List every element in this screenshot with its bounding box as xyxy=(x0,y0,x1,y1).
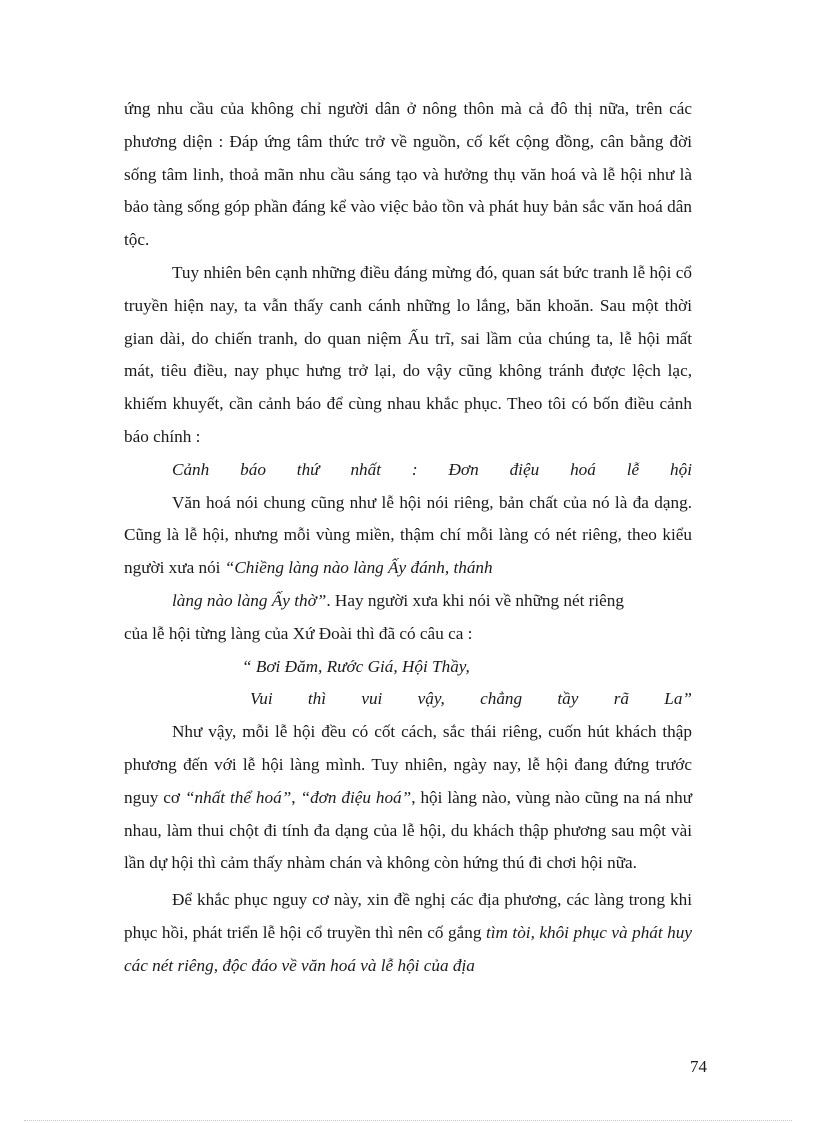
paragraph-5 xyxy=(124,884,692,982)
paragraph-5-text-a: Để khắc phục nguy cơ này, xin đề nghị các địa phương, các làng trong khi phục hồi, phát triển lễ hội cổ truyền thì nên cố gắng xyxy=(124,890,692,942)
proverb-quote-b: làng nào làng Ấy thờ” xyxy=(172,590,327,610)
paragraph-3-continued xyxy=(124,585,692,618)
paragraph-3-text-b: . Hay người xưa khi nói về những nét riêng xyxy=(326,590,624,610)
paragraph-2-text: Tuy nhiên bên cạnh những điều đáng mừng đó, quan sát bức tranh lễ hội cổ truyền hiện nay, ta vẫn thấy canh cánh những lo lắng, băn khoăn. Sau một thời gian dài, do chiến tranh, do quan niệm Ấu trĩ, sai lầm của chúng ta, lễ hội mất mát, tiêu điều, nay phục hưng trở lại, do vậy cũng không tránh được lệch lạc, khiếm khuyết, cần cảnh báo để cùng nhau khắc phục. Theo tôi có bốn điều cảnh báo chính : xyxy=(124,262,692,446)
paragraph-4-text-b: , hội làng nào, vùng nào cũng na ná như nhau, làm thui chột đi tính đa dạng của lễ hội, du khách thập phương sau một vài lần dự hội thì cảm thấy nhàm chán và không còn hứng thú đi chơi hội nữa. xyxy=(124,787,693,873)
paragraph-3-text-a: Văn hoá nói chung cũng như lễ hội nói riêng, bản chất của nó là đa dạng. Cũng là lễ hội, nhưng mỗi vùng miền, thậm chí mỗi làng có nét riêng, theo kiểu người xưa nói xyxy=(124,492,692,578)
paragraph-2 xyxy=(124,257,692,454)
poem-line-1: “ Bơi Đăm, Rước Giá, Hội Thầy, xyxy=(242,656,470,676)
page-number: 74 xyxy=(690,1057,707,1076)
paragraph-1-text: ứng nhu cầu của không chỉ người dân ở nông thôn mà cả đô thị nữa, trên các phương diện : Đáp ứng tâm thức trở về nguồn, cố kết cộng đồng, cân bằng đời sống tâm linh, thoả mãn nhu cầu sáng tạo và hưởng thụ văn hoá và lễ hội như là bảo tàng sống góp phần đáng kể vào việc bảo tồn và phát huy bản sắc văn hoá dân tộc. xyxy=(124,99,692,250)
paragraph-4-text-a: Như vậy, mỗi lễ hội đều có cốt cách, sắc thái riêng, cuốn hút khách thập phương đến với lễ hội làng mình. Tuy nhiên, ngày nay, lễ hội đang đứng trước nguy cơ xyxy=(124,722,692,807)
paragraph-4 xyxy=(124,716,692,880)
paragraph-3-text-c: của lễ hội từng làng của Xứ Đoài thì đã có câu ca : xyxy=(124,623,473,643)
quote-nhat-the-hoa: “nhất thể hoá” xyxy=(184,787,292,807)
paragraph-5-italic: tìm tòi, khôi phục và phát huy các nét riêng, độc đáo về văn hoá và lễ hội của địa xyxy=(124,922,692,975)
paragraph-1 xyxy=(124,93,692,257)
quote-don-dieu-hoa: “đơn điệu hoá” xyxy=(300,787,412,807)
poem-line-2: Vui thì vui vậy, chẳng tầy rã La” xyxy=(250,689,692,709)
footer-divider xyxy=(24,1120,792,1121)
document-body xyxy=(124,93,692,983)
paragraph-4-sep: , xyxy=(291,787,296,807)
section-heading: Cảnh báo thứ nhất : Đơn điệu hoá lễ hội xyxy=(172,459,692,479)
proverb-quote-a: “Chiềng làng nào làng Ấy đánh, thánh xyxy=(224,558,493,578)
paragraph-3 xyxy=(124,487,692,585)
paragraph-3-end xyxy=(124,618,692,651)
